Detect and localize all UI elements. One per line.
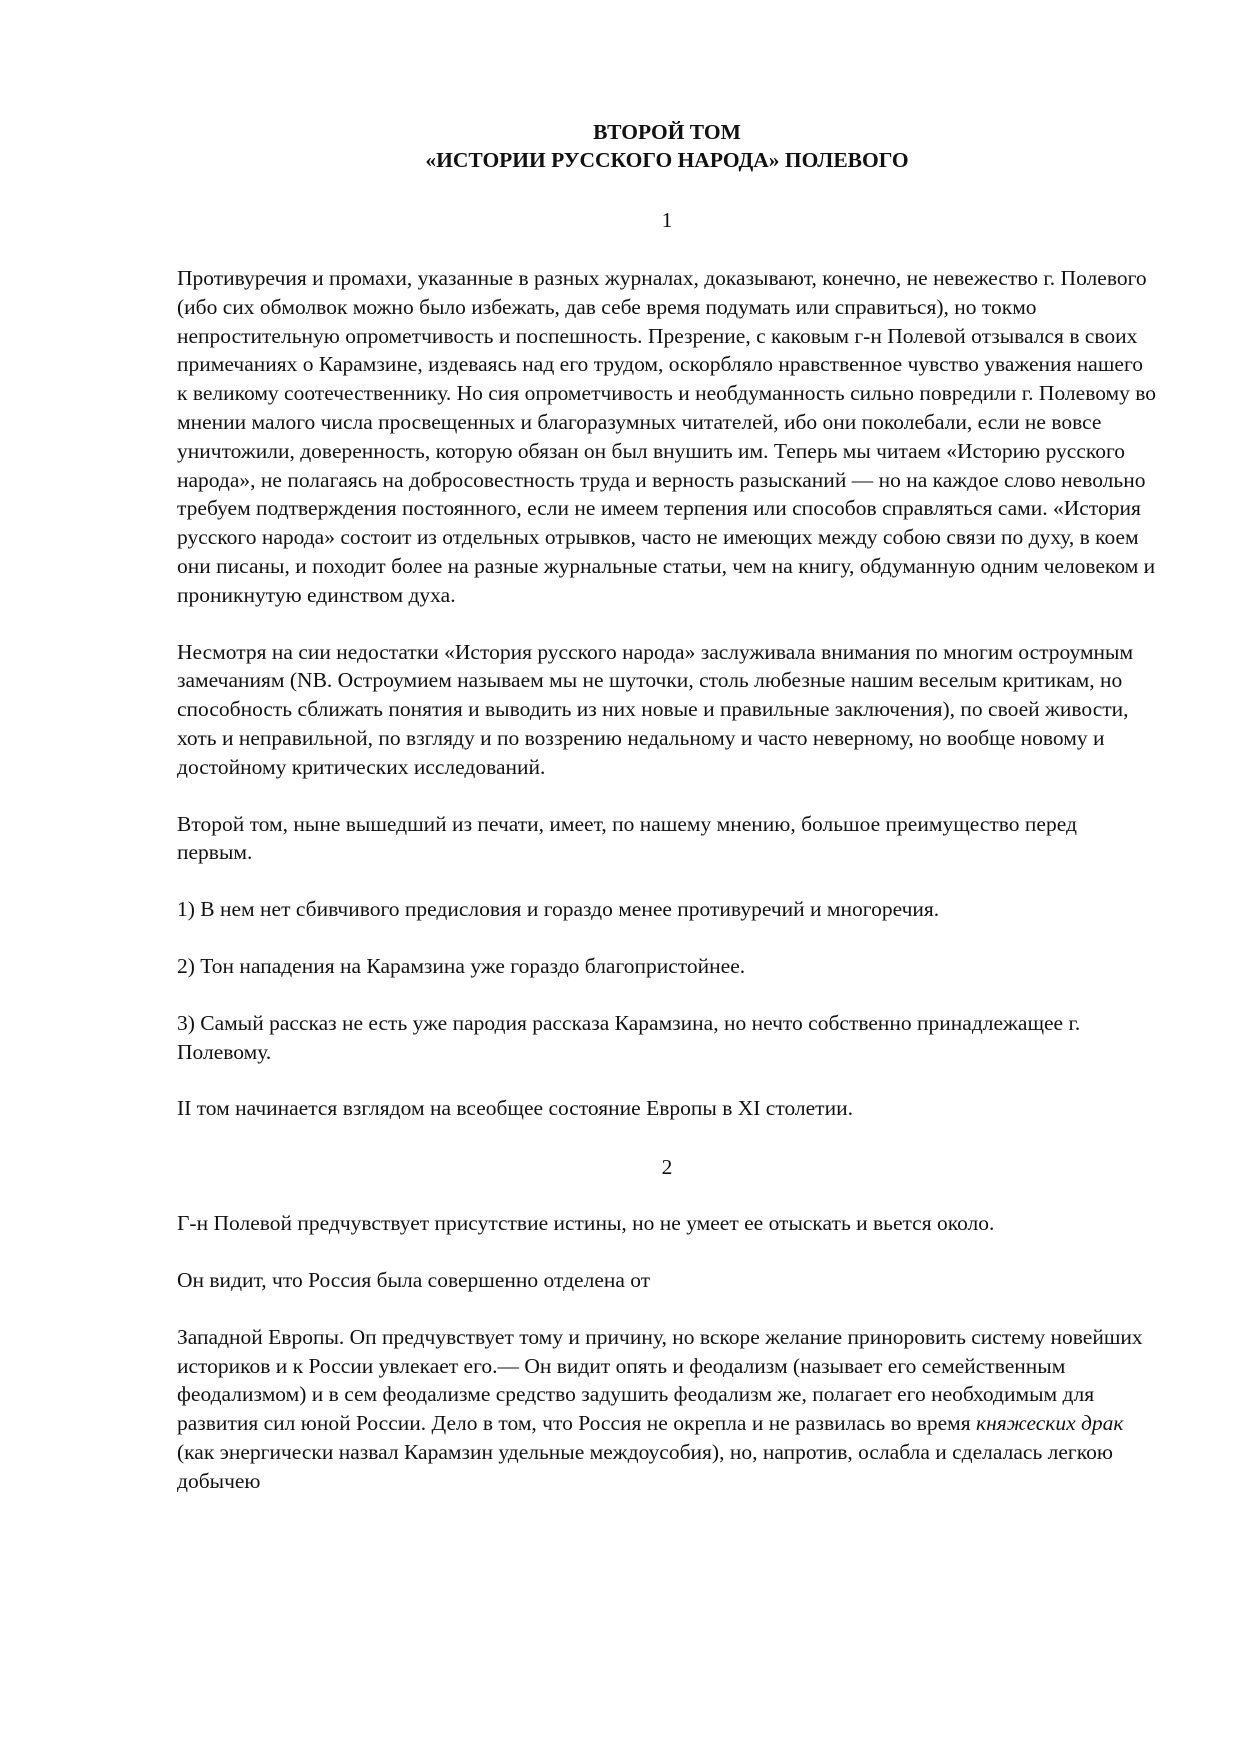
title-line-1: ВТОРОЙ ТОМ — [593, 120, 741, 144]
paragraph-7-emphasis: княжеских драк — [976, 1411, 1124, 1436]
document-page — [177, 118, 1157, 1496]
paragraph-3: Второй том, ныне вышедший из печати, имеет, по нашему мнению, большое преимущество перед первым. — [177, 811, 1077, 865]
paragraph-4: II том начинается взглядом на всеобщее состояние Европы в XI столетии. — [177, 1096, 853, 1121]
list-item-1: 1) В нем нет сбивчивого предисловия и гораздо менее противуречий и многоречия. — [177, 897, 940, 922]
paragraph-7 — [177, 1323, 1157, 1496]
section-number-2: 2 — [661, 1155, 673, 1180]
paragraph-1: Противуречия и промахи, указанные в разных журналах, доказывают, конечно, не невежество г. Полевого (ибо сих обмолвок можно было избежать, дав себе время подумать или справиться), но токмо непростительную опрометчивость и поспешность. Презрение, с каковым г-н Полевой отзывался в своих примечаниях о Карамзине, издеваясь над его трудом, оскорбляло нравственное чувство уважения нашего к великому соотечественнику. Но сия опрометчивость и необдуманность сильно повредили г. Полевому во мнении малого числа просвещенных и благоразумных читателей, ибо они поколебали, если не вовсе уничтожили, доверенность, которую обязан он был внушить им. Теперь мы читаем «Историю русского народа», не полагаясь на добросовестность труда и верность разысканий — но на каждое слово невольно требуем подтверждения постоянного, если не имеем терпения или способов справляться сами. «История русского народа» состоит из отдельных отрывков, часто не имеющих между собою связи по духу, в коем они писаны, и походит более на разные журнальные статьи, чем на книгу, обдуманную одним человеком и проникнутую единством духа. — [177, 266, 1157, 607]
paragraph-2: Несмотря на сии недостатки «История русского народа» заслуживала внимания по многим остроумным замечаниям (NB. Остроумием называем мы не шуточки, столь любезные нашим веселым критикам, но способность сближать понятия и выводить из них новые и правильные заключения), по своей живости, хоть и неправильной, по взгляду и по воззрению недальному и часто неверному, но вообще новому и достойному критических исследований. — [177, 639, 1134, 779]
list-item-3: 3) Самый рассказ не есть уже пародия рассказа Карамзина, но нечто собственно принадлежащее г. Полевому. — [177, 1010, 1081, 1064]
section-number-1: 1 — [661, 208, 673, 232]
paragraph-7-part-2: (как энергически назвал Карамзин удельные междоусобия), но, напротив, ослабла и сделалась легкою добычею — [177, 1439, 1113, 1493]
title-line-2: «ИСТОРИИ РУССКОГО НАРОДА» ПОЛЕВОГО — [425, 148, 909, 172]
list-item-2: 2) Тон нападения на Карамзина уже гораздо благопристойнее. — [177, 953, 746, 978]
paragraph-6: Он видит, что Россия была совершенно отделена от — [177, 1267, 651, 1292]
paragraph-7-part-1: Западной Европы. Оп предчувствует тому и причину, но вскоре желание приноровить систему новейших историков и к России увлекает его.— Он видит опять и феодализм (называет его семейственным феодализмом) и в сем феодализме средство задушить феодализм же, полагает его необходимым для развития сил юной России. Дело в том, что Россия не окрепла и не развилась во время — [177, 1324, 1143, 1436]
paragraph-5: Г-н Полевой предчувствует присутствие истины, но не умеет ее отыскать и вьется около. — [177, 1211, 995, 1236]
